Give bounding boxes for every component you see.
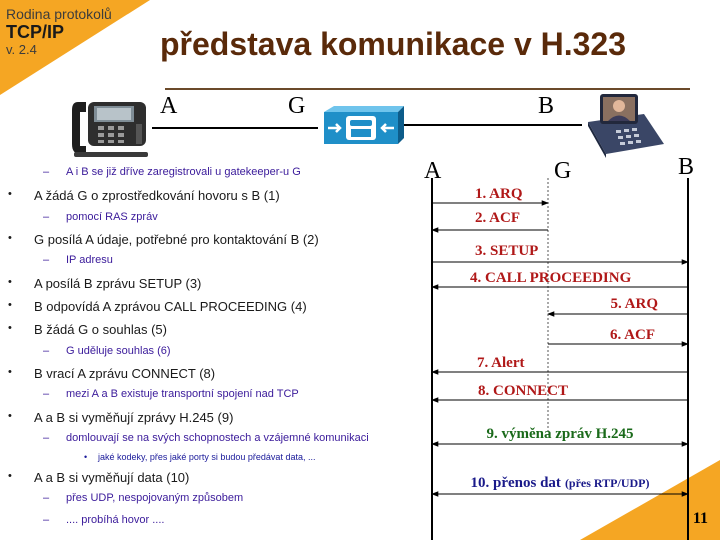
- bullet-item: – G uděluje souhlas (6): [43, 345, 171, 357]
- message-label: 2. ACF: [475, 210, 520, 226]
- bullet-item: – domlouvají se na svých schopnostech a vzájemné komunikaci: [43, 432, 369, 444]
- top-node-g-label: G: [288, 93, 306, 119]
- bullet-item: – A i B se již dříve zaregistrovali u gatekeeper-u G: [43, 166, 301, 178]
- bullet-item: – .... probíhá hovor ....: [43, 514, 165, 526]
- bullet-item: • A posílá B zprávu SETUP (3): [8, 276, 202, 291]
- seq-node-g-label: G: [554, 158, 572, 184]
- series-label: Rodina protokolů: [6, 6, 112, 22]
- bullet-item: • jaké kodeky, přes jaké porty si budou předávat data, ...: [84, 452, 316, 462]
- message-label: 4. CALL PROCEEDING: [470, 270, 632, 286]
- bullet-item: • B žádá G o souhlas (5): [8, 322, 167, 337]
- message-label: 1. ARQ: [475, 186, 523, 202]
- bullet-item: – IP adresu: [43, 254, 113, 266]
- seq-node-b-label: B: [678, 154, 695, 180]
- bullet-item: – mezi A a B existuje transportní spojení nad TCP: [43, 388, 299, 400]
- bullet-item: – pomocí RAS zpráv: [43, 211, 158, 223]
- bullet-item: • A a B si vyměňují data (10): [8, 470, 190, 485]
- gatekeeper-router-icon: [318, 104, 404, 150]
- message-label: 10. přenos dat (přes RTP/UDP): [470, 475, 650, 491]
- message-label: 3. SETUP: [475, 243, 539, 259]
- title-underline: [165, 88, 690, 90]
- message-label: 6. ACF: [610, 327, 655, 343]
- bullet-item: • B vrací A zprávu CONNECT (8): [8, 366, 216, 381]
- sequence-diagram: [420, 150, 720, 540]
- top-node-b-label: B: [538, 93, 555, 119]
- bullet-item: – přes UDP, nespojovaným způsobem: [43, 492, 244, 504]
- message-label: 9. výměna zpráv H.245: [486, 426, 634, 442]
- series-version: v. 2.4: [6, 42, 37, 57]
- page-number: 11: [692, 510, 708, 527]
- slide-title: představa komunikace v H.323: [160, 26, 627, 62]
- message-label: 7. Alert: [477, 355, 525, 371]
- bullet-item: • G posílá A údaje, potřebné pro kontaktování B (2): [8, 232, 319, 247]
- bullet-item: • A žádá G o zprostředkování hovoru s B (1): [8, 188, 280, 203]
- bullet-item: • B odpovídá A zprávou CALL PROCEEDING (4): [8, 299, 307, 314]
- bullet-item: • A a B si vyměňují zprávy H.245 (9): [8, 410, 234, 425]
- seq-node-a-label: A: [424, 158, 442, 184]
- message-label: 5. ARQ: [610, 296, 658, 312]
- link-gatekeeper-to-b: [404, 124, 582, 126]
- link-a-to-gatekeeper: [152, 127, 318, 129]
- top-node-a-label: A: [160, 93, 178, 119]
- series-protocol: TCP/IP: [6, 22, 65, 42]
- video-phone-icon: [580, 92, 668, 158]
- desk-phone-icon: [70, 96, 152, 158]
- message-label: 8. CONNECT: [478, 383, 569, 399]
